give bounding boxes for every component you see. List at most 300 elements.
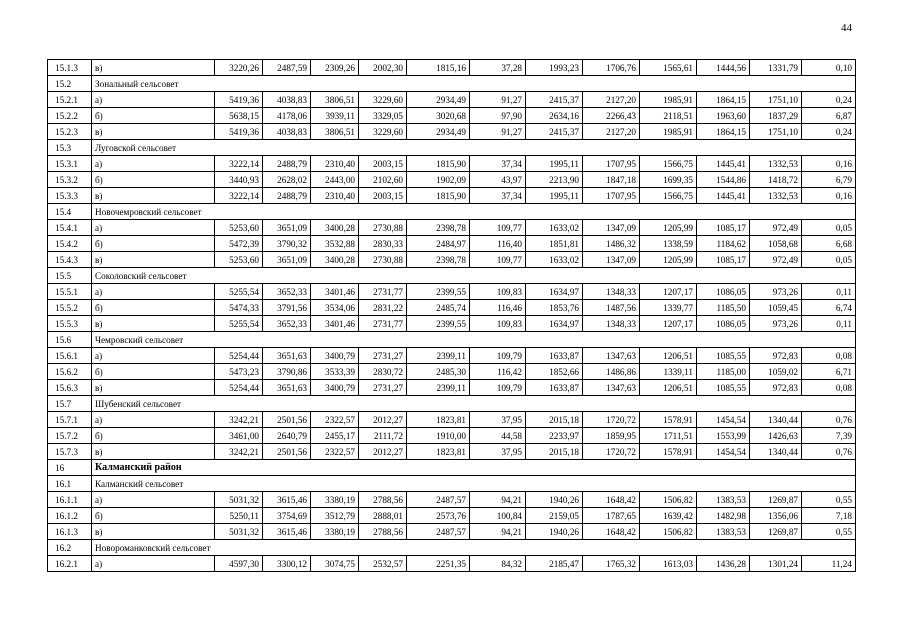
value-cell: 1633,87 <box>526 380 583 396</box>
row-code: 15.5.2 <box>48 300 92 316</box>
value-cell: 3939,11 <box>311 108 359 124</box>
value-cell: 1851,81 <box>526 236 583 252</box>
value-cell: 1207,17 <box>640 284 697 300</box>
value-cell: 2127,20 <box>583 92 640 108</box>
row-code: 15.6.2 <box>48 364 92 380</box>
value-cell: 3329,05 <box>359 108 407 124</box>
table-row <box>48 380 856 396</box>
value-cell: 1823,81 <box>407 412 470 428</box>
value-cell: 2399,11 <box>407 380 470 396</box>
value-cell: 4038,83 <box>263 124 311 140</box>
value-cell: 1444,56 <box>697 60 750 76</box>
value-cell: 5255,54 <box>215 284 263 300</box>
section-name: Зональный сельсовет <box>92 76 856 92</box>
table-row <box>48 156 856 172</box>
value-cell: 2888,01 <box>359 508 407 524</box>
value-cell: 3754,69 <box>263 508 311 524</box>
value-cell: 1751,10 <box>750 92 802 108</box>
value-cell: 1347,09 <box>583 252 640 268</box>
section-name: Калманский сельсовет <box>92 476 856 492</box>
row-code: 15.2.1 <box>48 92 92 108</box>
value-cell: 1445,41 <box>697 156 750 172</box>
value-cell: 1578,91 <box>640 444 697 460</box>
table-row <box>48 428 856 444</box>
section-name: Луговской сельсовет <box>92 140 856 156</box>
value-cell: 1206,51 <box>640 380 697 396</box>
value-cell: 6,68 <box>802 236 856 252</box>
value-cell: 2501,56 <box>263 412 311 428</box>
value-cell: 1815,16 <box>407 60 470 76</box>
value-cell: 2488,79 <box>263 156 311 172</box>
value-cell: 116,40 <box>470 236 526 252</box>
value-cell: 5255,54 <box>215 316 263 332</box>
row-variant: в) <box>92 124 215 140</box>
value-cell: 43,97 <box>470 172 526 188</box>
section-name: Новочемровский сельсовет <box>92 204 856 220</box>
table-row <box>48 220 856 236</box>
value-cell: 1995,11 <box>526 188 583 204</box>
value-cell: 1338,59 <box>640 236 697 252</box>
value-cell: 1902,09 <box>407 172 470 188</box>
value-cell: 5472,39 <box>215 236 263 252</box>
value-cell: 1648,42 <box>583 524 640 540</box>
value-cell: 0,10 <box>802 60 856 76</box>
value-cell: 1340,44 <box>750 444 802 460</box>
value-cell: 1553,99 <box>697 428 750 444</box>
value-cell: 5250,11 <box>215 508 263 524</box>
row-variant: б) <box>92 236 215 252</box>
section-name: Чемровский сельсовет <box>92 332 856 348</box>
value-cell: 3401,46 <box>311 284 359 300</box>
value-cell: 1207,17 <box>640 316 697 332</box>
row-variant: в) <box>92 444 215 460</box>
value-cell: 1787,65 <box>583 508 640 524</box>
value-cell: 5419,36 <box>215 92 263 108</box>
value-cell: 973,26 <box>750 284 802 300</box>
value-cell: 7,18 <box>802 508 856 524</box>
value-cell: 2830,72 <box>359 364 407 380</box>
value-cell: 1707,95 <box>583 188 640 204</box>
value-cell: 2485,74 <box>407 300 470 316</box>
value-cell: 100,84 <box>470 508 526 524</box>
row-code: 16 <box>48 460 92 476</box>
value-cell: 1269,87 <box>750 524 802 540</box>
value-cell: 2118,51 <box>640 108 697 124</box>
value-cell: 2831,22 <box>359 300 407 316</box>
table-row <box>48 300 856 316</box>
value-cell: 1751,10 <box>750 124 802 140</box>
value-cell: 1332,53 <box>750 156 802 172</box>
section-name: Новороманковский сельсовет <box>92 540 856 556</box>
value-cell: 1864,15 <box>697 124 750 140</box>
value-cell: 2127,20 <box>583 124 640 140</box>
row-variant: б) <box>92 364 215 380</box>
row-code: 15.3 <box>48 140 92 156</box>
row-variant: в) <box>92 60 215 76</box>
value-cell: 37,95 <box>470 444 526 460</box>
section-header-row <box>48 540 856 556</box>
value-cell: 1339,11 <box>640 364 697 380</box>
value-cell: 2934,49 <box>407 92 470 108</box>
value-cell: 1506,82 <box>640 492 697 508</box>
value-cell: 4597,30 <box>215 556 263 572</box>
row-code: 15.4.2 <box>48 236 92 252</box>
value-cell: 1639,42 <box>640 508 697 524</box>
value-cell: 5031,32 <box>215 492 263 508</box>
value-cell: 2003,15 <box>359 156 407 172</box>
value-cell: 3790,32 <box>263 236 311 252</box>
value-cell: 972,49 <box>750 220 802 236</box>
value-cell: 2003,15 <box>359 188 407 204</box>
row-code: 15.5 <box>48 268 92 284</box>
value-cell: 2731,27 <box>359 348 407 364</box>
page-number: 44 <box>841 22 852 34</box>
region-header-row <box>48 460 856 476</box>
row-code: 15.4.1 <box>48 220 92 236</box>
table-row <box>48 412 856 428</box>
value-cell: 1418,72 <box>750 172 802 188</box>
row-variant: в) <box>92 188 215 204</box>
row-variant: в) <box>92 252 215 268</box>
table-body <box>48 60 856 572</box>
value-cell: 109,79 <box>470 380 526 396</box>
value-cell: 2185,47 <box>526 556 583 572</box>
value-cell: 3651,09 <box>263 252 311 268</box>
value-cell: 3512,79 <box>311 508 359 524</box>
value-cell: 2501,56 <box>263 444 311 460</box>
row-code: 15.3.3 <box>48 188 92 204</box>
value-cell: 1707,95 <box>583 156 640 172</box>
value-cell: 37,28 <box>470 60 526 76</box>
value-cell: 1648,42 <box>583 492 640 508</box>
row-code: 15.3.2 <box>48 172 92 188</box>
table-row <box>48 524 856 540</box>
value-cell: 1815,90 <box>407 188 470 204</box>
value-cell: 1331,79 <box>750 60 802 76</box>
value-cell: 1348,33 <box>583 284 640 300</box>
value-cell: 3400,79 <box>311 348 359 364</box>
value-cell: 5474,33 <box>215 300 263 316</box>
row-code: 16.1 <box>48 476 92 492</box>
row-code: 15.2.3 <box>48 124 92 140</box>
value-cell: 1383,53 <box>697 492 750 508</box>
value-cell: 3222,14 <box>215 156 263 172</box>
value-cell: 3652,33 <box>263 316 311 332</box>
value-cell: 3791,56 <box>263 300 311 316</box>
section-header-row <box>48 332 856 348</box>
row-variant: а) <box>92 284 215 300</box>
row-variant: б) <box>92 172 215 188</box>
value-cell: 2002,30 <box>359 60 407 76</box>
value-cell: 2731,77 <box>359 316 407 332</box>
value-cell: 2415,37 <box>526 92 583 108</box>
row-variant: в) <box>92 380 215 396</box>
value-cell: 1823,81 <box>407 444 470 460</box>
value-cell: 1059,02 <box>750 364 802 380</box>
value-cell: 3532,88 <box>311 236 359 252</box>
value-cell: 2310,40 <box>311 188 359 204</box>
value-cell: 0,24 <box>802 92 856 108</box>
value-cell: 44,58 <box>470 428 526 444</box>
row-code: 16.1.3 <box>48 524 92 540</box>
value-cell: 3534,06 <box>311 300 359 316</box>
value-cell: 2730,88 <box>359 252 407 268</box>
value-cell: 1633,02 <box>526 220 583 236</box>
value-cell: 2213,90 <box>526 172 583 188</box>
value-cell: 1963,60 <box>697 108 750 124</box>
value-cell: 6,74 <box>802 300 856 316</box>
value-cell: 37,95 <box>470 412 526 428</box>
row-code: 15.5.3 <box>48 316 92 332</box>
table-row <box>48 236 856 252</box>
value-cell: 2573,76 <box>407 508 470 524</box>
value-cell: 0,11 <box>802 284 856 300</box>
value-cell: 116,46 <box>470 300 526 316</box>
value-cell: 1454,54 <box>697 412 750 428</box>
row-code: 15.7.3 <box>48 444 92 460</box>
value-cell: 2399,55 <box>407 316 470 332</box>
row-code: 15.6 <box>48 332 92 348</box>
tariff-table <box>47 59 856 572</box>
section-header-row <box>48 476 856 492</box>
value-cell: 1347,63 <box>583 380 640 396</box>
value-cell: 1205,99 <box>640 252 697 268</box>
value-cell: 2934,49 <box>407 124 470 140</box>
value-cell: 6,87 <box>802 108 856 124</box>
table-row <box>48 60 856 76</box>
value-cell: 2455,17 <box>311 428 359 444</box>
value-cell: 1985,91 <box>640 124 697 140</box>
value-cell: 1383,53 <box>697 524 750 540</box>
value-cell: 1864,15 <box>697 92 750 108</box>
value-cell: 1454,54 <box>697 444 750 460</box>
table-row <box>48 188 856 204</box>
value-cell: 2634,16 <box>526 108 583 124</box>
value-cell: 1058,68 <box>750 236 802 252</box>
value-cell: 94,21 <box>470 492 526 508</box>
value-cell: 1086,05 <box>697 316 750 332</box>
value-cell: 2251,35 <box>407 556 470 572</box>
value-cell: 3533,39 <box>311 364 359 380</box>
value-cell: 5638,15 <box>215 108 263 124</box>
region-name: Калманский район <box>92 460 856 476</box>
value-cell: 2485,30 <box>407 364 470 380</box>
row-variant: б) <box>92 508 215 524</box>
row-code: 16.2 <box>48 540 92 556</box>
value-cell: 972,83 <box>750 348 802 364</box>
value-cell: 4178,06 <box>263 108 311 124</box>
table-row <box>48 444 856 460</box>
value-cell: 5253,60 <box>215 252 263 268</box>
value-cell: 2015,18 <box>526 444 583 460</box>
value-cell: 1566,75 <box>640 156 697 172</box>
value-cell: 1205,99 <box>640 220 697 236</box>
value-cell: 0,55 <box>802 492 856 508</box>
value-cell: 2532,57 <box>359 556 407 572</box>
value-cell: 1634,97 <box>526 284 583 300</box>
value-cell: 3220,26 <box>215 60 263 76</box>
value-cell: 2015,18 <box>526 412 583 428</box>
row-variant: в) <box>92 524 215 540</box>
value-cell: 3790,86 <box>263 364 311 380</box>
value-cell: 1910,00 <box>407 428 470 444</box>
value-cell: 37,34 <box>470 188 526 204</box>
row-code: 15.7.2 <box>48 428 92 444</box>
value-cell: 5254,44 <box>215 348 263 364</box>
value-cell: 3300,12 <box>263 556 311 572</box>
value-cell: 1995,11 <box>526 156 583 172</box>
value-cell: 11,24 <box>802 556 856 572</box>
table-row <box>48 172 856 188</box>
value-cell: 2012,27 <box>359 412 407 428</box>
value-cell: 1613,03 <box>640 556 697 572</box>
value-cell: 3229,60 <box>359 124 407 140</box>
row-variant: а) <box>92 348 215 364</box>
table-row <box>48 364 856 380</box>
value-cell: 1859,95 <box>583 428 640 444</box>
value-cell: 1985,91 <box>640 92 697 108</box>
row-code: 15.1.3 <box>48 60 92 76</box>
value-cell: 84,32 <box>470 556 526 572</box>
section-header-row <box>48 204 856 220</box>
value-cell: 1486,86 <box>583 364 640 380</box>
value-cell: 6,79 <box>802 172 856 188</box>
value-cell: 1347,63 <box>583 348 640 364</box>
value-cell: 94,21 <box>470 524 526 540</box>
value-cell: 3380,19 <box>311 524 359 540</box>
table-row <box>48 316 856 332</box>
row-code: 15.2.2 <box>48 108 92 124</box>
section-header-row <box>48 396 856 412</box>
value-cell: 3400,28 <box>311 220 359 236</box>
section-name: Соколовский сельсовет <box>92 268 856 284</box>
value-cell: 0,08 <box>802 380 856 396</box>
value-cell: 5419,36 <box>215 124 263 140</box>
value-cell: 3651,63 <box>263 380 311 396</box>
value-cell: 1085,17 <box>697 220 750 236</box>
row-code: 15.5.1 <box>48 284 92 300</box>
value-cell: 109,83 <box>470 284 526 300</box>
row-code: 15.7 <box>48 396 92 412</box>
value-cell: 1699,35 <box>640 172 697 188</box>
value-cell: 2266,43 <box>583 108 640 124</box>
value-cell: 2399,11 <box>407 348 470 364</box>
value-cell: 1993,23 <box>526 60 583 76</box>
value-cell: 1633,02 <box>526 252 583 268</box>
value-cell: 3401,46 <box>311 316 359 332</box>
value-cell: 1340,44 <box>750 412 802 428</box>
value-cell: 2487,57 <box>407 524 470 540</box>
value-cell: 3440,93 <box>215 172 263 188</box>
value-cell: 2309,26 <box>311 60 359 76</box>
table-row <box>48 556 856 572</box>
value-cell: 4038,83 <box>263 92 311 108</box>
value-cell: 1815,90 <box>407 156 470 172</box>
value-cell: 3222,14 <box>215 188 263 204</box>
value-cell: 972,83 <box>750 380 802 396</box>
value-cell: 1486,32 <box>583 236 640 252</box>
value-cell: 1356,06 <box>750 508 802 524</box>
value-cell: 2310,40 <box>311 156 359 172</box>
value-cell: 2233,97 <box>526 428 583 444</box>
table-row <box>48 284 856 300</box>
table-row <box>48 108 856 124</box>
value-cell: 3229,60 <box>359 92 407 108</box>
value-cell: 1852,66 <box>526 364 583 380</box>
value-cell: 1348,33 <box>583 316 640 332</box>
value-cell: 2487,57 <box>407 492 470 508</box>
value-cell: 2322,57 <box>311 444 359 460</box>
section-name: Шубенский сельсовет <box>92 396 856 412</box>
row-code: 15.2 <box>48 76 92 92</box>
value-cell: 3461,00 <box>215 428 263 444</box>
table-row <box>48 92 856 108</box>
value-cell: 1086,05 <box>697 284 750 300</box>
value-cell: 0,16 <box>802 188 856 204</box>
value-cell: 1487,56 <box>583 300 640 316</box>
value-cell: 2399,55 <box>407 284 470 300</box>
value-cell: 2102,60 <box>359 172 407 188</box>
value-cell: 1347,09 <box>583 220 640 236</box>
row-code: 16.1.1 <box>48 492 92 508</box>
value-cell: 5473,23 <box>215 364 263 380</box>
value-cell: 972,49 <box>750 252 802 268</box>
value-cell: 2398,78 <box>407 220 470 236</box>
row-variant: а) <box>92 220 215 236</box>
value-cell: 1339,77 <box>640 300 697 316</box>
table-row <box>48 252 856 268</box>
value-cell: 1506,82 <box>640 524 697 540</box>
value-cell: 1085,55 <box>697 348 750 364</box>
value-cell: 1436,28 <box>697 556 750 572</box>
value-cell: 3242,21 <box>215 444 263 460</box>
row-code: 15.6.1 <box>48 348 92 364</box>
value-cell: 1940,26 <box>526 524 583 540</box>
value-cell: 3074,75 <box>311 556 359 572</box>
value-cell: 2628,02 <box>263 172 311 188</box>
value-cell: 1206,51 <box>640 348 697 364</box>
value-cell: 1765,32 <box>583 556 640 572</box>
value-cell: 91,27 <box>470 92 526 108</box>
row-code: 15.4 <box>48 204 92 220</box>
value-cell: 109,83 <box>470 316 526 332</box>
value-cell: 2487,59 <box>263 60 311 76</box>
value-cell: 91,27 <box>470 124 526 140</box>
value-cell: 0,05 <box>802 220 856 236</box>
value-cell: 1633,87 <box>526 348 583 364</box>
value-cell: 3380,19 <box>311 492 359 508</box>
value-cell: 109,77 <box>470 252 526 268</box>
row-code: 16.1.2 <box>48 508 92 524</box>
value-cell: 1059,45 <box>750 300 802 316</box>
value-cell: 1837,29 <box>750 108 802 124</box>
value-cell: 0,24 <box>802 124 856 140</box>
value-cell: 1269,87 <box>750 492 802 508</box>
value-cell: 0,76 <box>802 444 856 460</box>
table-row <box>48 492 856 508</box>
value-cell: 109,77 <box>470 220 526 236</box>
value-cell: 1853,76 <box>526 300 583 316</box>
value-cell: 3652,33 <box>263 284 311 300</box>
section-header-row <box>48 140 856 156</box>
row-variant: в) <box>92 316 215 332</box>
row-variant: а) <box>92 412 215 428</box>
row-variant: б) <box>92 108 215 124</box>
row-code: 16.2.1 <box>48 556 92 572</box>
value-cell: 2012,27 <box>359 444 407 460</box>
value-cell: 2730,88 <box>359 220 407 236</box>
value-cell: 2731,77 <box>359 284 407 300</box>
